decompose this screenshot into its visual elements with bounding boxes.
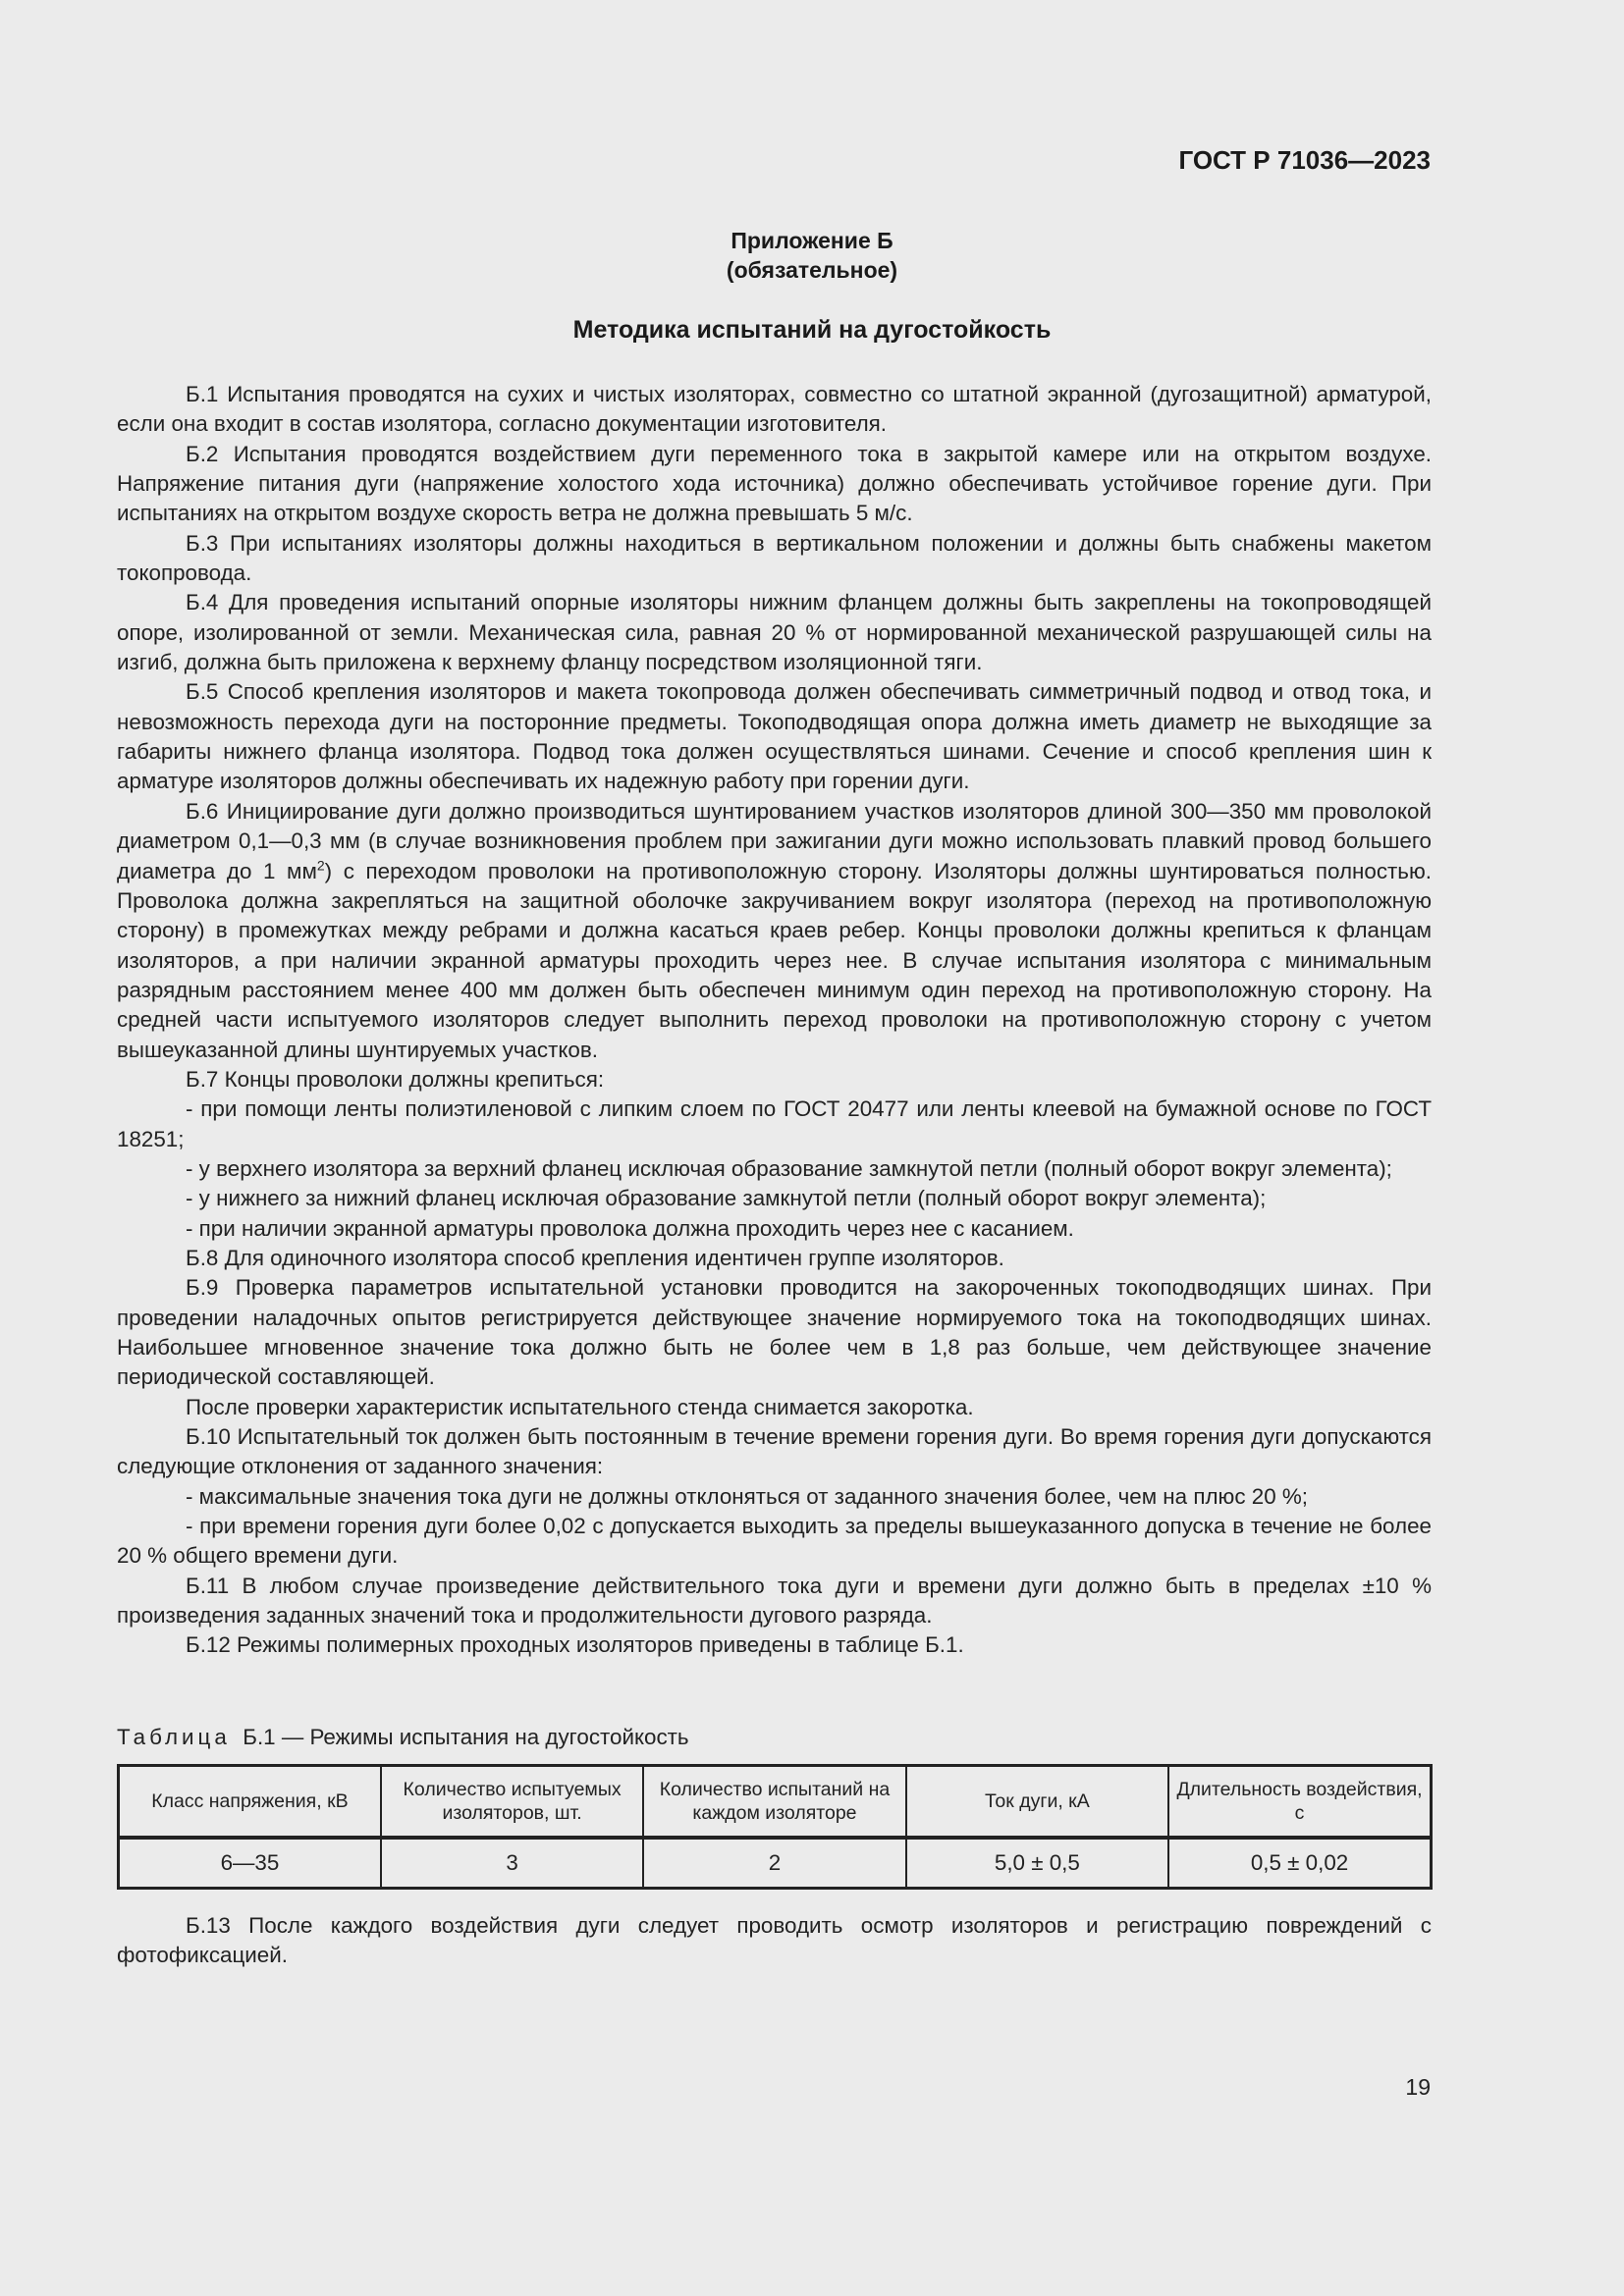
paragraph-b2: Б.2 Испытания проводятся воздействием дуги переменного тока в закрытой камере или на открытом воздухе. Напряжение питания дуги (напряжение холостого хода источника) должно обеспечивать устойчивое горение дуги. При испытаниях на открытом воздухе скорость ветра не должна превышать 5 м/с. — [117, 441, 1432, 526]
table-cell: 3 — [381, 1839, 643, 1889]
list-item: - при наличии экранной арматуры проволока должна проходить через нее с касанием. — [186, 1215, 1074, 1241]
list-item: - у нижнего за нижний фланец исключая образование замкнутой петли (полный оборот вокруг элемента); — [186, 1186, 1267, 1211]
paragraph-b1: Б.1 Испытания проводятся на сухих и чистых изоляторах, совместно со штатной экранной (дугозащитной) арматурой, если она входит в состав изолятора, согласно документации изготовителя. — [117, 382, 1432, 437]
table-cell: 2 — [643, 1839, 905, 1889]
body-text-after-table — [117, 1911, 1432, 1971]
paragraph-b4: Б.4 Для проведения испытаний опорные изоляторы нижним фланцем должны быть закреплены на токопроводящей опоре, изолированной от земли. Механическая сила, равная 20 % от нормированной механической разрушающей силы на изгиб, должна быть приложена к верхнему фланцу посредством изоляционной тяги. — [117, 590, 1432, 675]
paragraph-b6-superscript: 2 — [316, 857, 325, 874]
paragraph-b8: Б.8 Для одиночного изолятора способ крепления идентичен группе изоляторов. — [186, 1245, 1004, 1270]
table-cell: 5,0 ± 0,5 — [906, 1839, 1168, 1889]
paragraph-b6-part2: ) с переходом проволоки на противоположную сторону. Изоляторы должны шунтироваться полностью. Проволока должна закрепляться на защитной оболочке закручиванием вокруг изолятора (переход на противоположную сторону) в промежутках между ребрами и должна касаться краев ребер. Концы проволоки должны крепиться к фланцам изоляторов, а при наличии экранной арматуры проходить через нее. В случае испытания изолятора с минимальным разрядным расстоянием менее 400 мм должен быть обеспечен минимум один переход на противоположную сторону. На средней части испытуемого изоляторов следует выполнить переход проволоки на противоположную сторону с учетом вышеуказанной длины шунтируемых участков. — [117, 858, 1432, 1062]
paragraph-b10: Б.10 Испытательный ток должен быть постоянным в течение времени горения дуги. Во время горения дуги допускаются следующие отклонения от заданного значения: — [117, 1424, 1432, 1479]
paragraph-b11: Б.11 В любом случае произведение действительного тока дуги и времени дуги должно быть в пределах ±10 % произведения заданных значений тока и продолжительности дугового разряда. — [117, 1573, 1432, 1629]
list-item: - максимальные значения тока дуги не должны отклоняться от заданного значения более, чем на плюс 20 %; — [186, 1483, 1309, 1509]
paragraph-b12: Б.12 Режимы полимерных проходных изоляторов приведены в таблице Б.1. — [186, 1632, 964, 1658]
header-voltage-class: Класс напряжения, кВ — [119, 1766, 381, 1838]
paragraph-b9: Б.9 Проверка параметров испытательной установки проводится на закороченных токоподводящих шинах. При проведении наладочных опытов регистрируется действующее значение нормируемого тока на токоподводящих шинах. Наибольшее мгновенное значение тока должно быть не более чем в 1,8 раз больше, чем действующее значение периодической составляющей. — [117, 1275, 1432, 1390]
appendix-heading — [0, 226, 1624, 285]
list-item: - при времени горения дуги более 0,02 с допускается выходить за пределы вышеуказанного допуска в течение не более 20 % общего времени дуги. — [117, 1514, 1432, 1569]
table-cell: 0,5 ± 0,02 — [1168, 1839, 1431, 1889]
paragraph-b6-part1: Б.6 Инициирование дуги должно производиться шунтированием участков изоляторов длиной 300—350 мм проволокой диаметром 0,1—0,3 мм (в случае возникновения проблем при зажигании дуги можно использовать плавкий провод большего диаметра до 1 мм — [117, 798, 1432, 883]
paragraph-b7: Б.7 Концы проволоки должны крепиться: — [186, 1066, 605, 1092]
table-caption-label: Таблица — [117, 1725, 231, 1749]
list-item: - при помощи ленты полиэтиленовой с липким слоем по ГОСТ 20477 или ленты клеевой на бумажной основе по ГОСТ 18251; — [117, 1096, 1432, 1151]
appendix-title: Приложение Б — [731, 228, 893, 253]
method-title: Методика испытаний на дугостойкость — [572, 316, 1052, 344]
paragraph-b6 — [117, 797, 1432, 1065]
paragraph-b3: Б.3 При испытаниях изоляторы должны находиться в вертикальном положении и должны быть снабжены макетом токопровода. — [117, 530, 1432, 586]
list-item: - у верхнего изолятора за верхний фланец исключая образование замкнутой петли (полный оборот вокруг элемента); — [186, 1155, 1392, 1181]
header-test-count: Количество испытаний на каждом изоляторе — [643, 1766, 905, 1838]
header-insulator-count: Количество испытуемых изоляторов, шт. — [381, 1766, 643, 1838]
standard-code: ГОСТ Р 71036—2023 — [1178, 145, 1431, 175]
paragraph-b5: Б.5 Способ крепления изоляторов и макета токопровода должен обеспечивать симметричный подвод и отвод тока, и невозможность перехода дуги на посторонние предметы. Токоподводящая опора должна иметь диаметр не выходящие за габариты нижнего фланца изолятора. Подвод тока должен осуществляться шинами. Сечение и способ крепления шин к арматуре изоляторов должны обеспечивать их надежную работу при горении дуги. — [117, 679, 1432, 794]
table-caption-text: Б.1 — Режимы испытания на дугостойкость — [243, 1725, 689, 1749]
header-arc-current: Ток дуги, кА — [906, 1766, 1168, 1838]
table-header-row — [119, 1766, 1432, 1838]
table-caption — [117, 1723, 689, 1752]
body-text — [117, 380, 1432, 1661]
page-number: 19 — [1405, 2074, 1431, 2100]
paragraph-b9-note: После проверки характеристик испытательного стенда снимается закоротка. — [186, 1394, 974, 1419]
paragraph-b13: Б.13 После каждого воздействия дуги следует проводить осмотр изоляторов и регистрацию повреждений с фотофиксацией. — [117, 1913, 1432, 1968]
table-cell: 6—35 — [119, 1839, 381, 1889]
table-row — [119, 1839, 1432, 1889]
test-modes-table — [117, 1764, 1433, 1890]
appendix-status: (обязательное) — [726, 257, 898, 283]
header-duration: Длительность воздействия, с — [1168, 1766, 1431, 1838]
